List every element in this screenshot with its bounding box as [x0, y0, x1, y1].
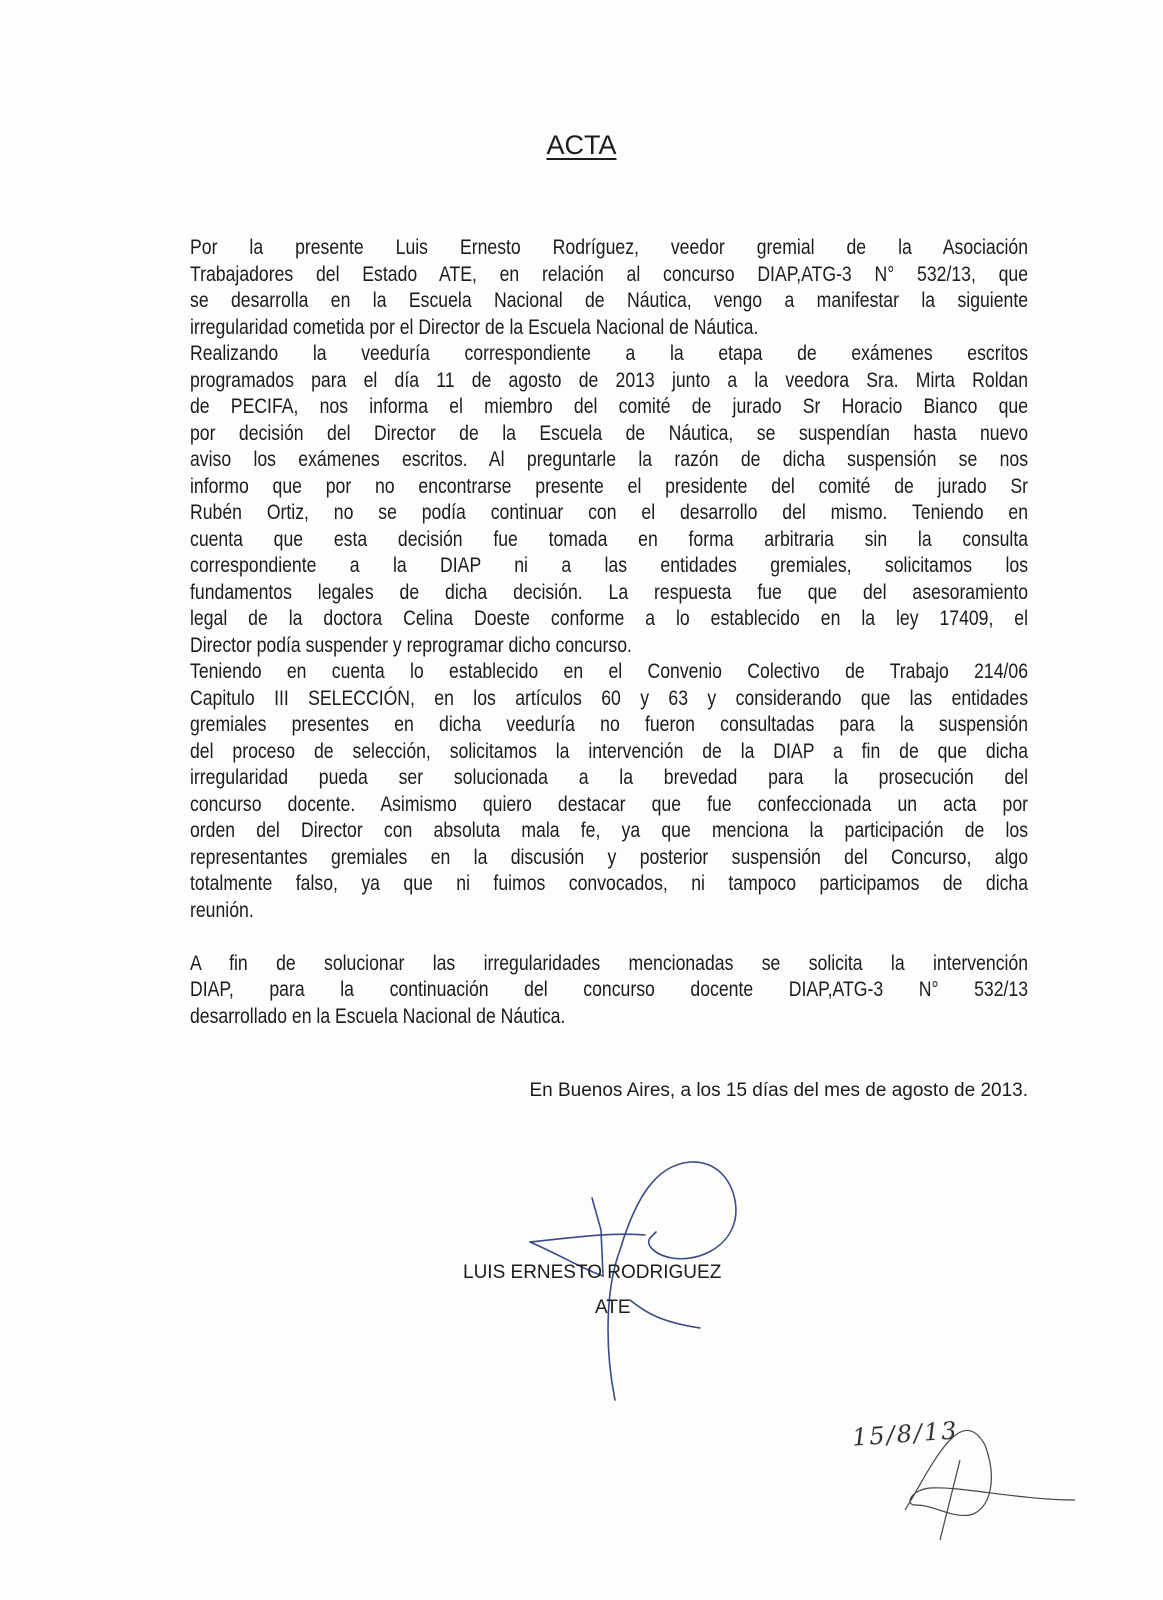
text-line: del proceso de selección, solicitamos la intervención de la DIAP a fin de que dicha: [190, 738, 1029, 763]
signature-stroke: [530, 1234, 645, 1242]
text-line: gremiales presentes en dicha veeduría no fueron consultadas para la suspensión: [190, 712, 1029, 736]
text-line: irregularidad pueda ser solucionada a la brevedad para la prosecución del: [190, 765, 1029, 789]
text-line: Capitulo III SELECCIÓN, en los artículos 60 y 63 y considerando que las entidades: [190, 685, 1029, 710]
document-title: ACTA: [546, 130, 617, 160]
text-line: representantes gremiales en la discusión y posterior suspensión del Concurso, algo: [190, 844, 1029, 869]
date-line: En Buenos Aires, a los 15 días del mes de agosto de 2013.: [529, 1080, 1028, 1101]
signatory-name: LUIS ERNESTO RODRIGUEZ: [463, 1262, 722, 1283]
text-line: aviso los exámenes escritos. Al preguntarle la razón de dicha suspensión se nos: [190, 447, 1029, 471]
text-line: programados para el día 11 de agosto de 2013 junto a la veedora Sra. Mirta Roldan: [190, 367, 1029, 392]
initials-stroke: [940, 1460, 960, 1540]
text-line: Rubén Ortiz, no se podía continuar con el desarrollo del mismo. Teniendo en: [190, 500, 1029, 524]
text-line: Director podía suspender y reprogramar dicho concurso.: [190, 632, 632, 657]
text-line: por decisión del Director de la Escuela de Náutica, se suspendían hasta nuevo: [190, 420, 1029, 445]
text-line: orden del Director con absoluta mala fe, ya que menciona la participación de los: [190, 818, 1029, 842]
text-line: Teniendo en cuenta lo establecido en el Convenio Colectivo de Trabajo 214/06: [190, 659, 1029, 683]
text-line: informo que por no encontrarse presente el presidente del comité de jurado Sr: [190, 473, 1029, 498]
text-line: Realizando la veeduría correspondiente a la etapa de exámenes escritos: [190, 341, 1029, 365]
signatory-organization: ATE: [595, 1297, 631, 1318]
text-line: fundamentos legales de dicha decisión. La respuesta fue que del asesoramiento: [190, 579, 1029, 604]
text-line: A fin de solucionar las irregularidades mencionadas se solicita la intervención: [190, 950, 1029, 975]
text-line: legal de la doctora Celina Doeste conforme a lo establecido en la ley 17409, el: [190, 606, 1029, 630]
text-line: irregularidad cometida por el Director de la Escuela Nacional de Náutica.: [190, 314, 759, 339]
text-line: concurso docente. Asimismo quiero destacar que fue confeccionada un acta por: [190, 791, 1029, 816]
text-line: reunión.: [190, 897, 254, 922]
handwritten-date: 15/8/13: [851, 1416, 960, 1452]
text-line: totalmente falso, ya que ni fuimos convocados, ni tampoco participamos de dicha: [190, 871, 1029, 895]
text-line: correspondiente a la DIAP ni a las entidades gremiales, solicitamos los: [190, 553, 1029, 577]
text-line: desarrollado en la Escuela Nacional de Náutica.: [190, 1003, 566, 1028]
text-line: se desarrolla en la Escuela Nacional de Náutica, vengo a manifestar la siguiente: [190, 288, 1029, 312]
signature-stroke: [630, 1300, 700, 1328]
text-line: DIAP, para la continuación del concurso docente DIAP,ATG-3 N° 532/13: [190, 977, 1029, 1001]
text-line: Por la presente Luis Ernesto Rodríguez, veedor gremial de la Asociación: [190, 235, 1029, 259]
text-line: de PECIFA, nos informa el miembro del comité de jurado Sr Horacio Bianco que: [190, 394, 1029, 418]
text-line: Trabajadores del Estado ATE, en relación al concurso DIAP,ATG-3 N° 532/13, que: [190, 261, 1029, 286]
text-line: cuenta que esta decisión fue tomada en forma arbitraria sin la consulta: [190, 526, 1029, 551]
